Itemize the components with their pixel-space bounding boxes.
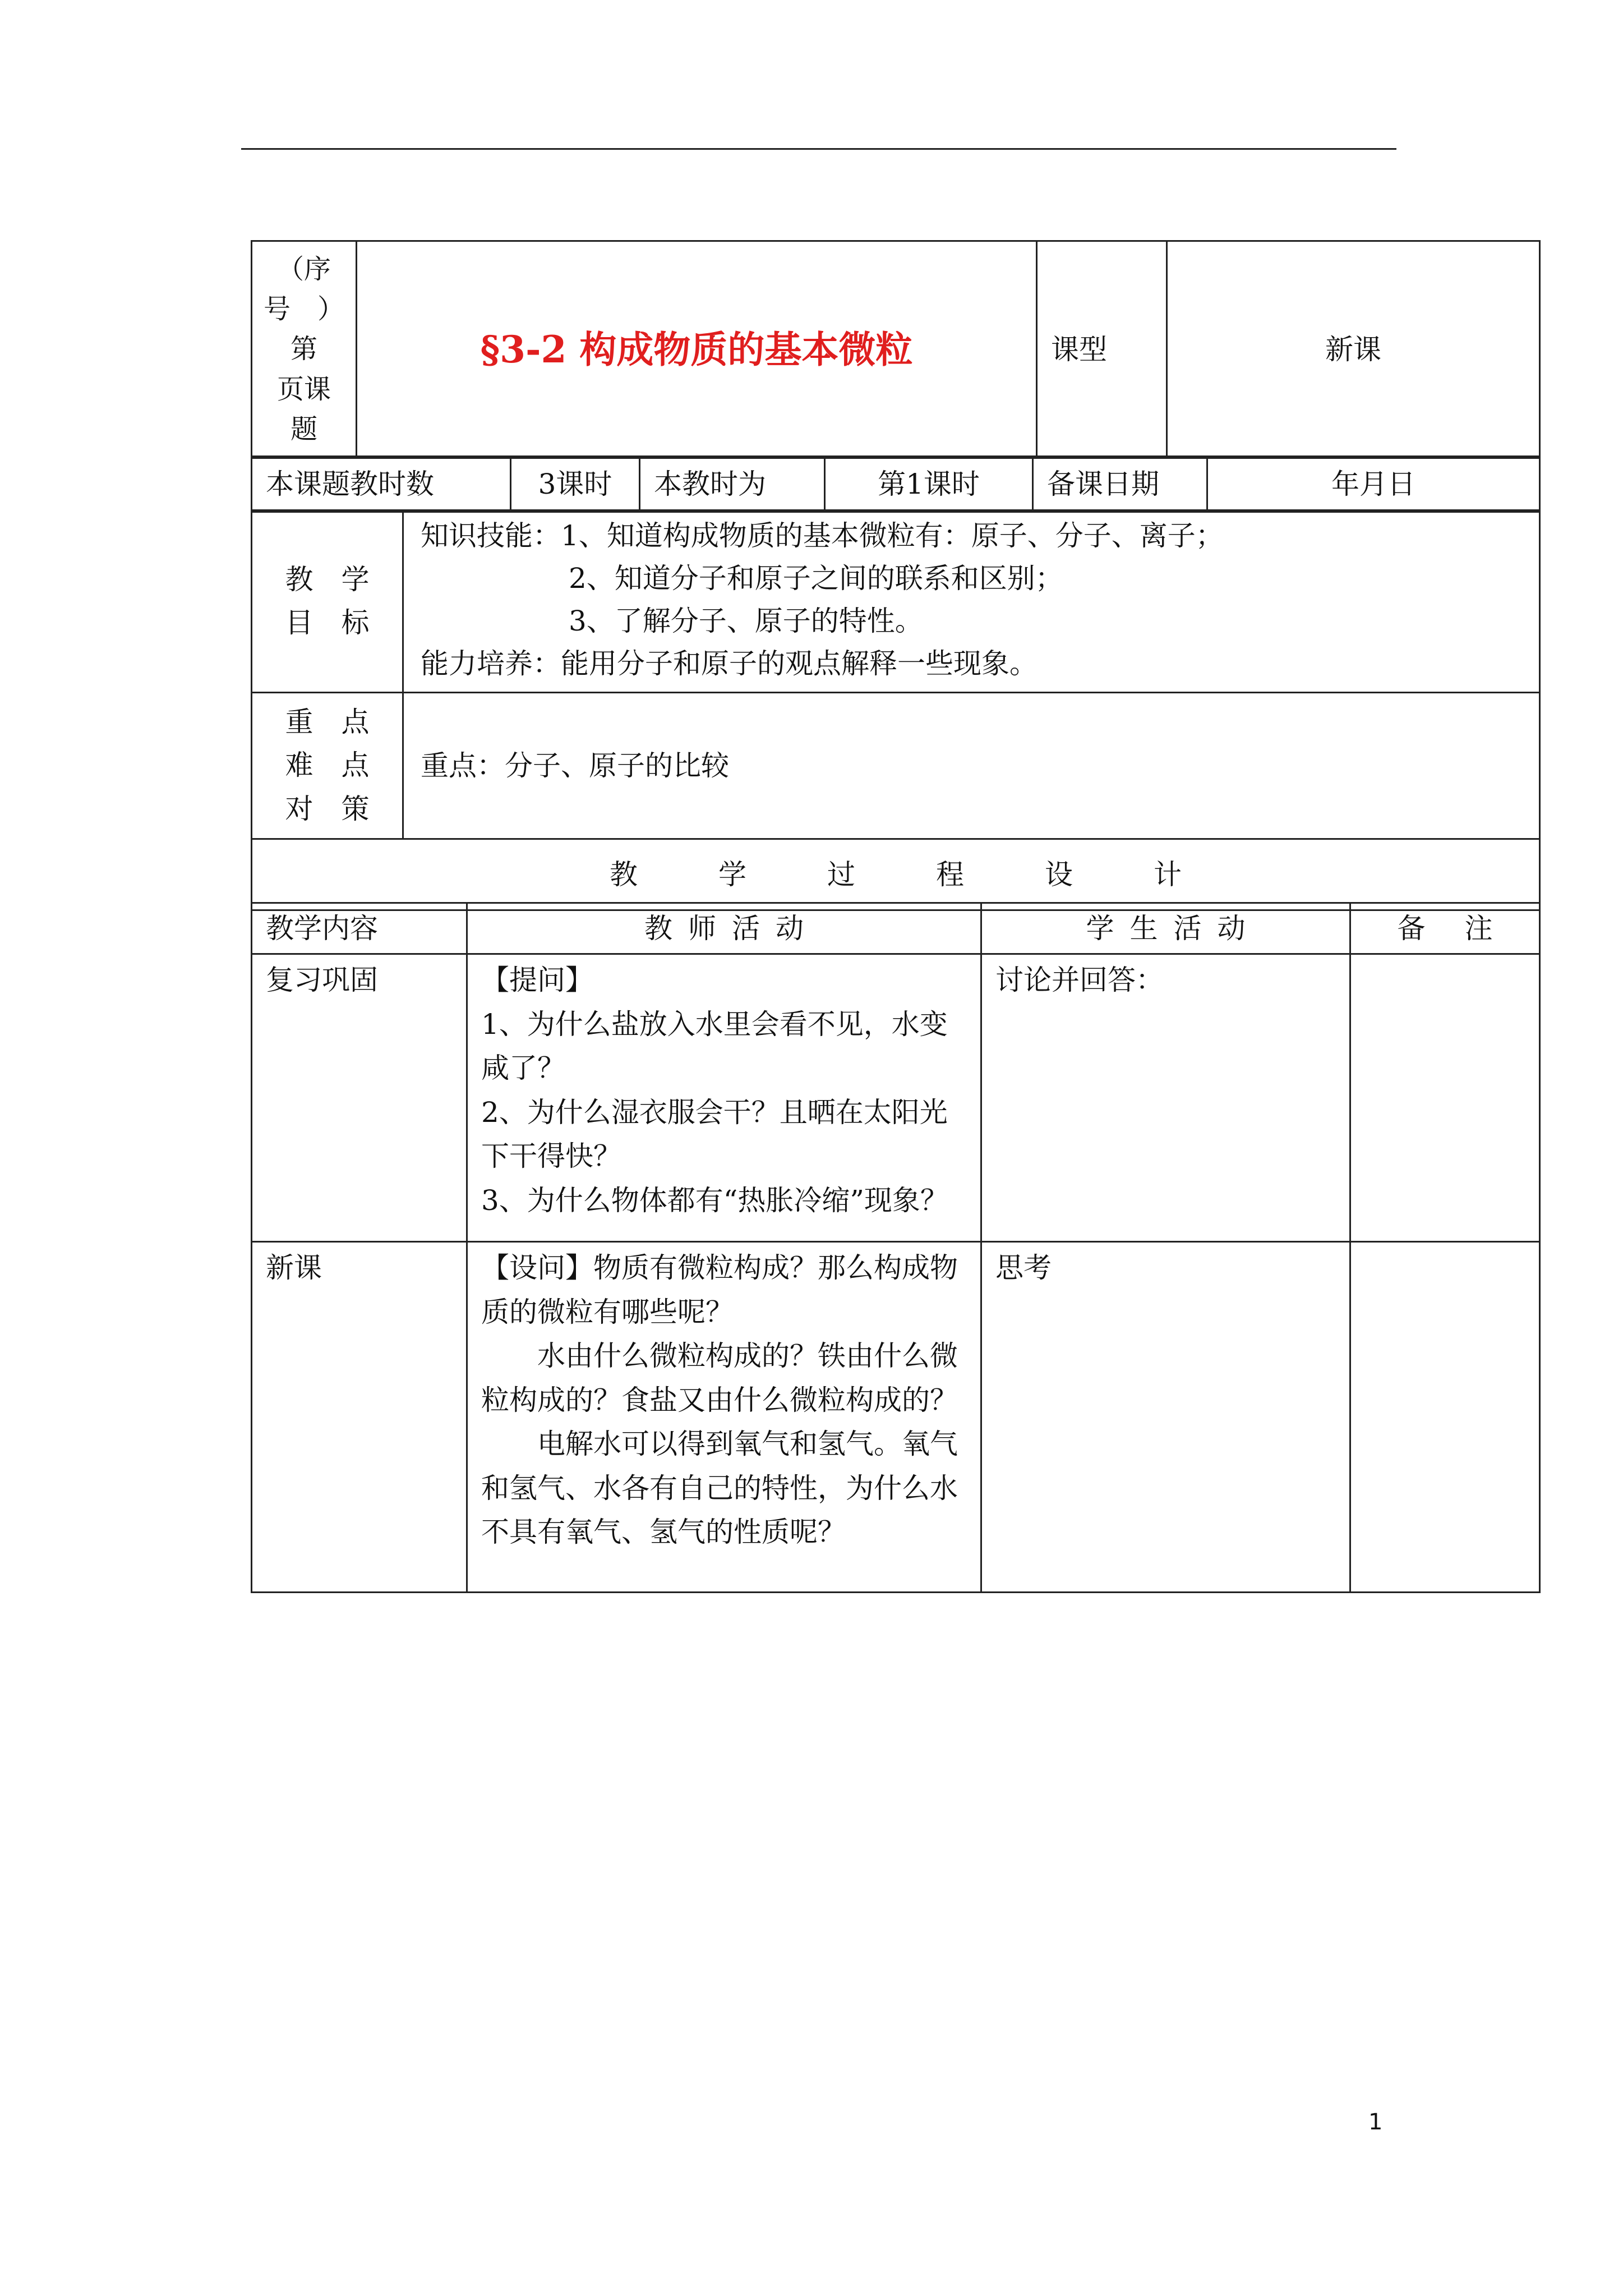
teacher-line: 1、为什么盐放入水里会看不见，水变咸了？ (481, 1007, 948, 1084)
process-heading-char: 教 (610, 858, 638, 891)
process-heading-char: 设 (1045, 858, 1073, 891)
column-header-student (981, 903, 1350, 954)
lesson-title: §3-2 构成物质的基本微粒 (357, 241, 1037, 458)
teacher-line: 水由什么微粒构成的？铁由什么微粒构成的？食盐又由什么微粒构成的？ (481, 1340, 958, 1416)
prep-date-label: 备课日期 (1033, 457, 1207, 512)
objective-line: 3、了解分子、原子的特性。 (569, 605, 923, 637)
key-points-label (252, 693, 403, 839)
header-char: 教 (644, 912, 672, 945)
objectives-content (403, 510, 1540, 693)
order-label-line: 页课 (276, 373, 331, 405)
objectives-label-line: 目 标 (285, 606, 370, 639)
order-label-line: 第 (290, 333, 317, 365)
order-label-line: 题 (290, 413, 317, 445)
objective-line: 2、知道分子和原子之间的联系和区别； (569, 562, 1063, 595)
header-char: 活 (732, 912, 760, 945)
teacher-line: 【提问】 (481, 964, 593, 996)
column-header-content: 教学内容 (252, 903, 467, 954)
current-hour-label: 本教时为 (640, 457, 825, 512)
process-heading-char: 过 (827, 858, 855, 891)
process-heading-char: 学 (718, 858, 746, 891)
student-activity: 思考 (981, 1242, 1350, 1593)
process-heading (252, 839, 1540, 910)
header-char: 动 (1217, 912, 1246, 945)
column-header-teacher (467, 903, 981, 954)
teacher-line: 3、为什么物体都有“热胀冷缩”现象？ (481, 1184, 948, 1217)
objectives-label (252, 510, 403, 693)
hours-table (251, 455, 1541, 513)
lesson-type-label: 课型 (1037, 241, 1167, 458)
lesson-type-value: 新课 (1167, 241, 1540, 458)
header-char: 注 (1464, 912, 1493, 945)
objectives-table (251, 509, 1541, 911)
objectives-label-line: 教 学 (285, 563, 370, 596)
objective-line: 知识技能：1、知道构成物质的基本微粒有：原子、分子、离子； (421, 519, 1224, 552)
process-table (251, 902, 1541, 1593)
page-number: 1 (1368, 2109, 1383, 2135)
student-activity: 讨论并回答： (981, 954, 1350, 1242)
row-content: 新课 (252, 1242, 467, 1593)
row-content: 复习巩固 (252, 954, 467, 1242)
header-rule (241, 148, 1396, 150)
key-points-label-line: 难 点 (285, 749, 370, 782)
header-char: 活 (1173, 912, 1202, 945)
objective-line: 能力培养：能用分子和原子的观点解释一些现象。 (421, 647, 1038, 680)
order-label-line: 号 ） (263, 293, 344, 325)
header-char: 动 (776, 912, 804, 945)
teacher-activity (467, 954, 981, 1242)
header-char: 师 (688, 912, 716, 945)
current-hour-value: 第1课时 (825, 457, 1033, 512)
notes-cell (1350, 1242, 1540, 1593)
total-hours-value: 3课时 (511, 457, 640, 512)
process-heading-char: 程 (936, 858, 964, 891)
lesson-title-table (251, 240, 1541, 459)
teacher-line: 2、为什么湿衣服会干？且晒在太阳光下干得快？ (481, 1096, 948, 1172)
teacher-activity (467, 1242, 981, 1593)
header-char: 生 (1129, 912, 1158, 945)
header-char: 备 (1397, 912, 1426, 945)
total-hours-label: 本课题教时数 (252, 457, 511, 512)
table-row (252, 1242, 1540, 1593)
header-char: 学 (1086, 912, 1114, 945)
teacher-line: 【设问】物质有微粒构成？那么构成物质的微粒有哪些呢？ (481, 1251, 958, 1328)
column-header-notes (1350, 903, 1540, 954)
process-heading-char: 计 (1154, 858, 1182, 891)
notes-cell (1350, 954, 1540, 1242)
order-label-cell (252, 241, 357, 458)
teacher-line: 电解水可以得到氧气和氢气。氧气和氢气、水各有自己的特性，为什么水不具有氧气、氢气的性质呢？ (481, 1428, 958, 1548)
key-points-text: 重点：分子、原子的比较 (403, 693, 1540, 839)
table-row (252, 954, 1540, 1242)
order-label-line: （序 (276, 254, 331, 286)
prep-date-value: 年月日 (1207, 457, 1540, 512)
key-points-label-line: 重 点 (285, 705, 370, 738)
key-points-label-line: 对 策 (285, 792, 370, 825)
